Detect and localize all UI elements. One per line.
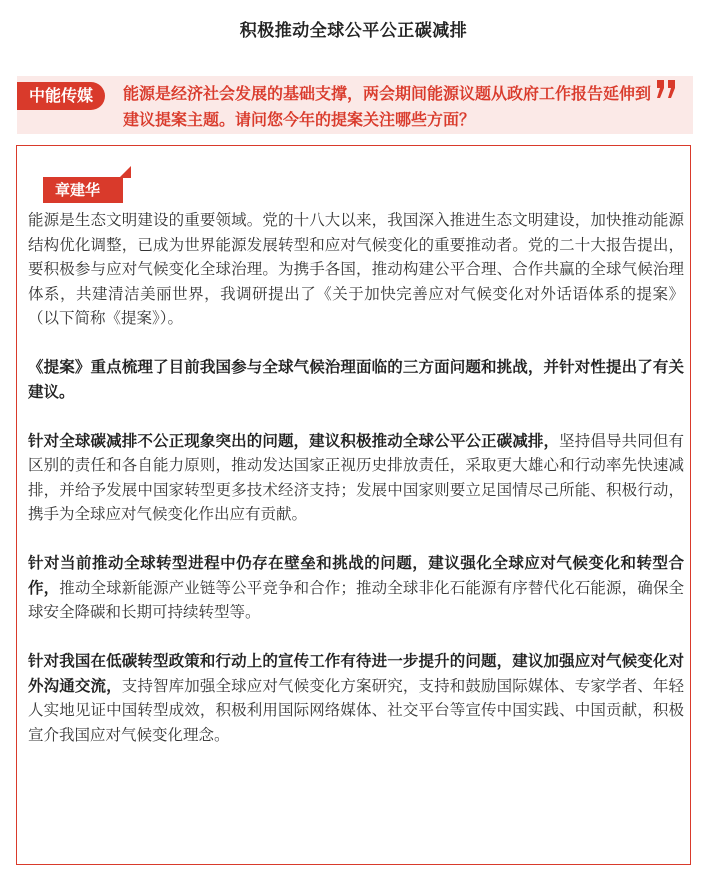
article-title: 积极推动全球公平公正碳减排 [239,21,468,41]
interviewee-badge: 章建华 [43,177,123,203]
paragraph-1-text: 能源是生态文明建设的重要领域。党的十八大以来，我国深入推进生态文明建设，加快推动能源结构优化调整，已成为世界能源发展转型和应对气候变化的重要推动者。党的二十大报告提出，要积极参与应对气候变化全球治理。为携手各国，推动构建公平合理、合作共赢的全球气候治理体系，共建清洁美丽世界，我调研提出了《关于加快完善应对气候变化对外话语体系的提案》（以下简称《提案》）。 [28,211,684,327]
paragraph-2 [28,355,684,404]
paragraph-4-bold: 针对当前推动全球转型进程中仍存在壁垒和挑战的问题，建议强化全球应对气候变化和转型合作， [28,554,684,597]
paragraph-5-text: 支持智库加强全球应对气候变化方案研究，支持和鼓励国际媒体、专家学者、年轻人实地见证中国转型成效，积极利用国际网络媒体、社交平台等宣传中国实践、中国贡献，积极宣介我国应对气候变化理念。 [28,676,684,744]
paragraph-5 [28,649,684,747]
paragraph-4-text: 推动全球新能源产业链等公平竞争和合作；推动全球非化石能源有序替代化石能源，确保全球安全降碳和长期可持续转型等。 [28,578,684,621]
paragraph-5-bold: 针对我国在低碳转型政策和行动上的宣传工作有待进一步提升的问题，建议加强应对气候变化对外沟通交流， [28,652,684,695]
paragraph-3-bold: 针对全球碳减排不公正现象突出的问题，建议积极推动全球公平公正碳减排， [28,431,560,450]
paragraph-1 [28,208,684,331]
paragraph-4 [28,551,684,625]
quote-icon [655,80,677,98]
paragraph-3 [28,429,684,527]
interviewer-badge: 中能传媒 [17,82,105,110]
answer-body [28,208,684,772]
paragraph-3-text: 坚持倡导共同但有区别的责任和各自能力原则，推动发达国家正视历史排放责任，采取更大雄心和行动率先快速减排，并给予发展中国家转型更多技术经济支持；发展中国家则要立足国情尽己所能、积极行动，携手为全球应对气候变化作出应有贡献。 [28,431,684,523]
corner-accent-icon [119,166,131,178]
question-section [17,76,693,134]
paragraph-2-bold: 《提案》重点梳理了目前我国参与全球气候治理面临的三方面问题和挑战，并针对性提出了有关建议。 [28,358,684,401]
question-text: 能源是经济社会发展的基础支撑，两会期间能源议题从政府工作报告延伸到建议提案主题。请问您今年的提案关注哪些方面？ [123,84,652,129]
